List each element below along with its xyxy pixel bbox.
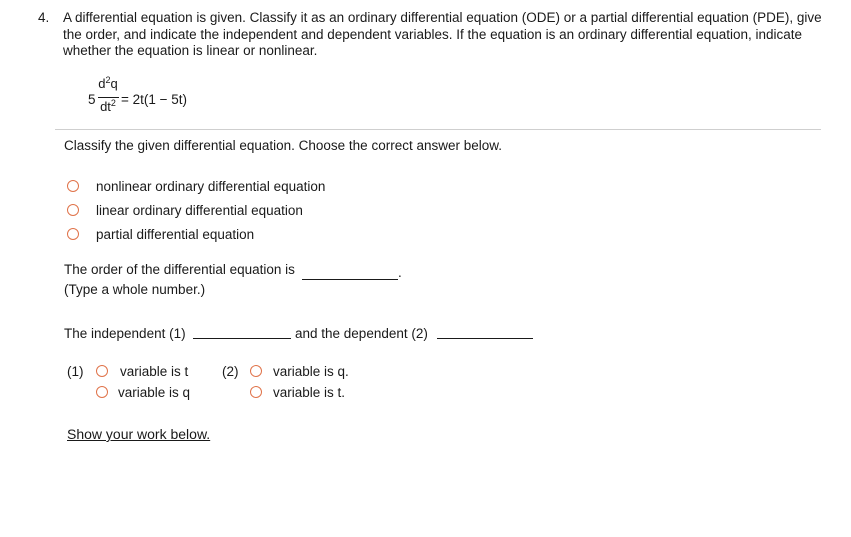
question-number: 4.: [38, 10, 50, 25]
differential-equation: [88, 76, 228, 120]
independent-answer-blank[interactable]: [193, 338, 291, 339]
equation-coefficient: 5: [88, 92, 96, 107]
question-text: A differential equation is given. Classify it as an ordinary differential equation (ODE) or a partial differential equation (PDE), give the order, and indicate the independent and dependent variables. If the equation is an ordinary differential equation, indicate whether the equation is linear or nonlinear.: [63, 10, 822, 58]
independent-prompt: The independent (1): [64, 326, 186, 341]
radio-pde[interactable]: [67, 228, 79, 240]
numerator-exponent: 2: [105, 75, 111, 85]
numerator-variable: q: [110, 76, 118, 91]
option-label-pde: partial differential equation: [96, 227, 255, 242]
order-hint: (Type a whole number.): [64, 282, 206, 297]
dependent-prompt: and the dependent (2): [295, 326, 428, 341]
option-label-dependent-t: variable is t.: [273, 385, 346, 400]
radio-independent-t[interactable]: [96, 365, 108, 377]
order-period: .: [398, 265, 402, 280]
section-divider: [55, 129, 821, 130]
group1-label: (1): [67, 364, 84, 379]
option-label-nonlinear-ode: nonlinear ordinary differential equation: [96, 179, 326, 194]
radio-dependent-t[interactable]: [250, 386, 262, 398]
radio-dependent-q[interactable]: [250, 365, 262, 377]
group2-label: (2): [222, 364, 239, 379]
option-label-independent-q: variable is q: [118, 385, 191, 400]
fraction-numerator: [97, 76, 119, 91]
radio-independent-q[interactable]: [96, 386, 108, 398]
option-label-linear-ode: linear ordinary differential equation: [96, 203, 303, 218]
option-label-independent-t: variable is t: [120, 364, 189, 379]
dependent-answer-blank[interactable]: [437, 338, 533, 339]
classify-prompt: Classify the given differential equation. Choose the correct answer below.: [64, 138, 502, 153]
denominator-exponent: 2: [110, 98, 116, 108]
radio-linear-ode[interactable]: [67, 204, 79, 216]
show-work-link: Show your work below.: [67, 426, 211, 442]
denominator-variable: dt: [100, 99, 111, 114]
option-label-dependent-q: variable is q.: [273, 364, 349, 379]
equation-rhs: = 2t(1 − 5t): [121, 92, 188, 107]
radio-nonlinear-ode[interactable]: [67, 180, 79, 192]
order-answer-input[interactable]: [302, 279, 398, 280]
fraction-denominator: [97, 99, 119, 114]
order-prompt: The order of the differential equation is: [64, 262, 295, 277]
numerator-d: d: [98, 76, 106, 91]
